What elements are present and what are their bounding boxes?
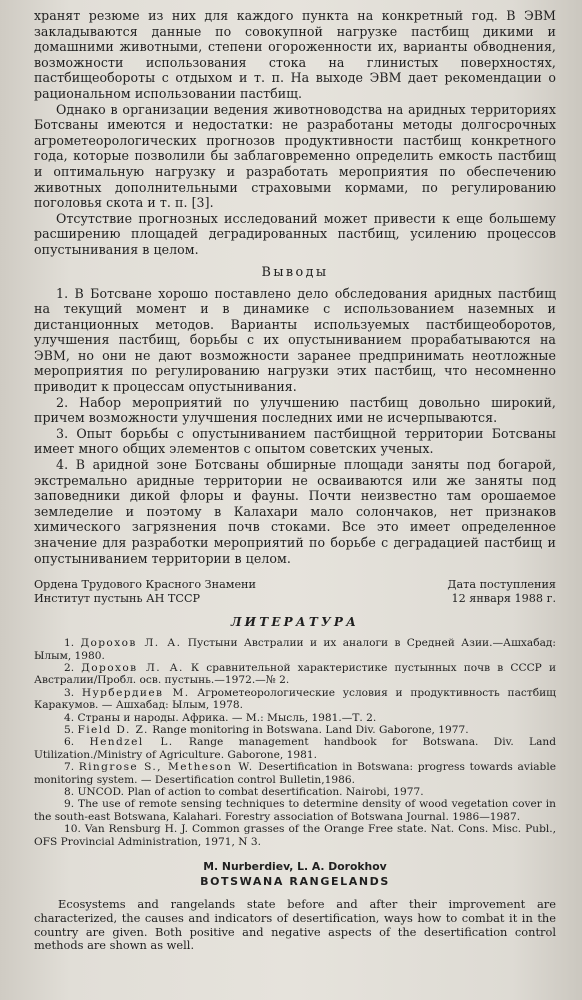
conclusions-heading: Выводы [261,264,329,280]
reference-item: 3. Нурбердиев М. Агрометеорологические условия и продуктивность пастбищ Каракумов. — Ашхабад: Ылым, 1978. [34,686,556,712]
literature-heading: ЛИТЕРАТУРА [230,615,360,630]
paragraph-shortcomings: Однако в организации ведения животноводства на аридных территориях Ботсваны имеются и недостатки: не разработаны методы долгосрочных агрометеорологических прогнозов продуктивности пастбищ конкретного года, которые позволили бы заблаговременно определить емкость пастбищ и оптимальную нагрузку и разработать мероприятия по обеспечению животных дополнительными страховыми кормами, по регулированию поголовья скота и т. п. [3]. [34,101,556,211]
reference-item: 5. Field D. Z. Range monitoring in Botswana. Land Div. Gaborone, 1977. [64,724,469,737]
reference-item: 8. UNCOD. Plan of action to combat desertification. Nairobi, 1977. [64,786,424,799]
institution-line-2: Институт пустынь АН ТССР [34,591,201,605]
reference-item: 1. Дорохов Л. А. Пустыни Австралии и их аналоги в Средней Азии.—Ашхабад: Ылым, 1980. [34,637,556,662]
received-label: Дата поступления [447,578,556,592]
reference-item: 7. Ringrose S., Metheson W. Desertification in Botswana: progress towards aviable monitoring system. — Desertification control Bulletin,1986. [34,761,556,786]
conclusion-2: 2. Набор мероприятий по улучшению пастбищ довольно широкий, причем возможности улучшения последних ими не исчерпываются. [34,394,556,426]
paragraph-forecast: Отсутствие прогнозных исследований может привести к еще большему расширению площадей деградированных пастбищ, усилению процессов опустынивания в целом. [34,210,556,257]
reference-item: 6. Hendzel L. Range management handbook for Botswana. Div. Land Utilization./Ministry of Agriculture. Gaborone, 1981. [34,736,556,761]
affiliation-row [34,578,556,605]
received-value: 12 января 1988 г. [451,591,556,605]
institution-line-1: Ордена Трудового Красного Знамени [34,578,256,592]
reference-item: 9. The use of remote sensing techniques to determine density of wood vegetation cover in the south-east Botswana, Kalahari. Forestry association of Botswana Journal. 1986—1987. [34,798,556,823]
reference-list [34,637,556,848]
reference-item: 10. Van Rensburg H. J. Common grasses of the Orange Free state. Nat. Cons. Misc. Publ., OFS Provincial Administration, 1971, N 3. [34,823,556,848]
paragraph-evm: хранят резюме из них для каждого пункта на конкретный год. В ЭВМ закладываются данные по совокупной нагрузке пастбищ дикими и домашними животными, степени огороженности их, варианты обводнения, возможности использования стока на глинистых поверхностях, пастбищеобороты с отдыхом и т. п. На выходе ЭВМ дает рекомендации о рациональном использовании пастбищ. [34,8,556,101]
summary-authors: M. Nurberdiev, L. A. Dorokhov [203,860,387,874]
reference-item: 4. Страны и народы. Африка. — М.: Мысль, 1981.—Т. 2. [64,711,377,724]
summary-abstract: Ecosystems and rangelands state before and after their improvement are characterized, the causes and indicators of desertification, ways how to combat it in the country are given. Both positive and negative aspects of the desertification control methods are shown as well. [34,897,556,953]
summary-title: BOTSWANA RANGELANDS [200,875,390,889]
conclusion-4: 4. В аридной зоне Ботсваны обширные площади заняты под богарой, экстремально аридные территории не осваиваются или же заняты под заповедники дикой флоры и фауны. Почти неизвестно там орошаемое земледелие и поэтому в Калахари мало солончаков, нет признаков химического загрязнения почв стоками. Все это имеет определенное значение для разработки мероприятий по борьбе с деградацией пастбищ и опустыниванием территории в целом. [34,457,556,566]
institution [34,578,256,605]
conclusion-3: 3. Опыт борьбы с опустыниванием пастбищной территории Ботсваны имеет много общих элементов с опытом советских ученых. [34,425,556,457]
reference-item: 2. Дорохов Л. А. К сравнительной характеристике пустынных почв в СССР и Австралии/Пробл. осв. пустынь.—1972.—№ 2. [34,662,556,687]
received-date [447,578,556,605]
conclusion-1: 1. В Ботсване хорошо поставлено дело обследования аридных пастбищ на текущий момент и в динамике с использованием наземных и дистанционных методов. Варианты используемых пастбищеоборотов, улучшения пастбищ, борьбы с их опустыниванием прорабатываются на ЭВМ, но они не дают возможности заранее предпринимать неотложные мероприятия по регулированию нагрузки этих пастбищ, что несомненно приводит к процессам опустынивания. [34,285,556,395]
